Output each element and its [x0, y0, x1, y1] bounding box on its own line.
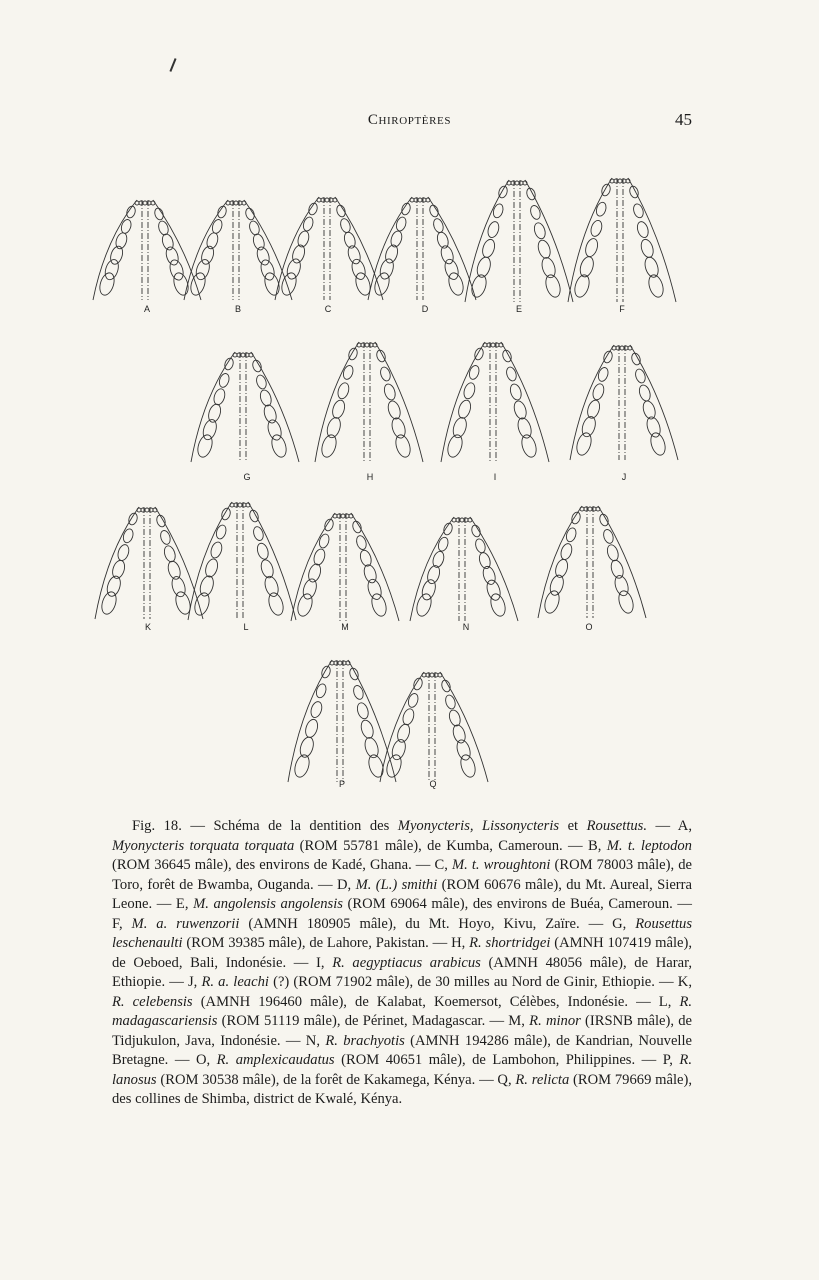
- caption-text: (AMNH 107419 mâle), de Oeboed, Bali, Indonésie. — I,: [112, 935, 692, 971]
- tooth-row-panel: [191, 352, 299, 462]
- panel-letter: B: [234, 304, 242, 314]
- caption-text: (AMNH 48056 mâle), de Harar, Ethiopie. — J,: [112, 954, 692, 990]
- caption-text: (ROM 40651 mâle), de Lambohon, Philippines. — P,: [334, 1052, 680, 1068]
- panel-letter: N: [462, 622, 470, 632]
- caption-taxon-name: M. a. ruwenzorii: [131, 915, 240, 932]
- caption-text: (ROM 55781 mâle), de Kumba, Cameroun. — B,: [294, 837, 607, 854]
- caption-text: (ROM 39385 mâle), de Lahore, Pakistan. — H,: [182, 935, 470, 951]
- panel-letter: K: [144, 622, 152, 632]
- panel-letter: O: [585, 622, 593, 632]
- caption-taxon-name: R. relicta: [515, 1071, 570, 1088]
- running-head: Chiroptères: [367, 112, 452, 128]
- tooth-row-panel: [291, 513, 399, 621]
- caption-taxon-name: R. amplexicaudatus: [216, 1052, 335, 1068]
- figure-caption: [112, 817, 692, 1110]
- tooth-row-panel: [380, 672, 488, 782]
- caption-text: (AMNH 194286 mâle), de Kandrian, Nouvelle Bretagne. — O,: [112, 1032, 693, 1068]
- caption-text: (IRSNB mâle), de Tidjukulon, Java, Indonésie. — N,: [112, 1013, 692, 1049]
- tooth-row-panel: [465, 180, 573, 302]
- tooth-row-panel: [184, 200, 292, 300]
- caption-taxon-name: Rousettus.: [586, 818, 648, 834]
- tooth-row-panel: [95, 507, 203, 619]
- tooth-row-panel: [188, 502, 296, 620]
- panel-letter: M: [341, 622, 349, 632]
- caption-taxon-name: M. t. leptodon: [606, 837, 692, 854]
- caption-text: — A,: [647, 818, 692, 834]
- caption-taxon-name: R. lanosus: [112, 1052, 692, 1088]
- tooth-row-panel: [93, 200, 201, 300]
- tooth-row-panel: [410, 517, 518, 621]
- caption-text: (ROM 69064 mâle), des environs de Buéa, Cameroun. — F,: [112, 896, 692, 932]
- panel-letter: P: [338, 779, 346, 789]
- caption-text: Fig. 18. — Schéma de la dentition des: [132, 818, 398, 834]
- caption-text: (AMNH 196460 mâle), de Kalabat, Koemersot, Célèbes, Indonésie. — L,: [192, 993, 680, 1010]
- caption-text: (ROM 60676 mâle), du Mt. Aureal, Sierra Leone. — E,: [112, 876, 693, 912]
- tooth-row-panel: [315, 342, 423, 462]
- caption-text: (ROM 36645 mâle), des environs de Kadé, Ghana. — C,: [112, 857, 452, 873]
- caption-text: (ROM 30538 mâle), de la forêt de Kakamega, Kénya. — Q,: [156, 1071, 516, 1088]
- tooth-row-panel: [275, 197, 383, 300]
- caption-taxon-name: M. angolensis angolensis: [193, 896, 343, 912]
- tooth-row-panel: [441, 342, 549, 462]
- caption-taxon-name: M. (L.) smithi: [355, 876, 438, 893]
- caption-text: (ROM 78003 mâle), de Toro, forêt de Bwamba, Ouganda. — D,: [112, 857, 692, 893]
- caption-text: et: [559, 818, 587, 834]
- panel-letter: D: [421, 304, 429, 314]
- caption-taxon-name: R. a. leachi: [201, 974, 269, 990]
- tooth-row-panel: [568, 178, 676, 302]
- page-number: 45: [675, 110, 692, 129]
- tooth-row-panel: [538, 506, 646, 618]
- caption-taxon-name: R. aegyptiacus arabicus: [332, 954, 481, 971]
- caption-text: (ROM 51119 mâle), de Périnet, Madagascar. — M,: [217, 1013, 530, 1029]
- panel-letter: H: [366, 472, 374, 482]
- tooth-row-panel: [570, 345, 678, 460]
- caption-taxon-name: Rousettus leschenaulti: [112, 915, 693, 951]
- panel-letter: E: [515, 304, 523, 314]
- tooth-row-panel: [368, 197, 476, 300]
- panel-letter: G: [243, 472, 251, 482]
- caption-taxon-name: Myonycteris, Lissonycteris: [397, 818, 560, 834]
- caption-taxon-name: R. shortridgei: [469, 935, 551, 951]
- caption-taxon-name: M. t. wroughtoni: [451, 857, 551, 873]
- caption-text: (ROM 79669 mâle), des collines de Shimba, district de Kwalé, Kénya.: [112, 1071, 692, 1107]
- caption-text: (AMNH 180905 mâle), du Mt. Hoyo, Kivu, Zaïre. — G,: [239, 915, 636, 932]
- panel-letter: L: [243, 622, 249, 632]
- panel-letter: Q: [429, 779, 437, 789]
- caption-text: (?) (ROM 71902 mâle), de 30 milles au Nord de Ginir, Ethiopie. — K,: [268, 974, 692, 990]
- panel-letter: C: [324, 304, 332, 314]
- caption-taxon-name: R. celebensis: [112, 993, 193, 1010]
- caption-paragraph: [112, 817, 692, 1110]
- caption-taxon-name: Myonycteris torquata torquata: [112, 837, 295, 854]
- panel-letter: A: [143, 304, 151, 314]
- caption-taxon-name: R. minor: [529, 1013, 581, 1029]
- panel-letter: I: [493, 472, 497, 482]
- caption-taxon-name: R. madagascariensis: [112, 993, 693, 1029]
- caption-taxon-name: R. brachyotis: [325, 1032, 405, 1049]
- panel-letter: J: [621, 472, 627, 482]
- panel-letter: F: [619, 304, 625, 314]
- tooth-row-panel: [288, 660, 396, 782]
